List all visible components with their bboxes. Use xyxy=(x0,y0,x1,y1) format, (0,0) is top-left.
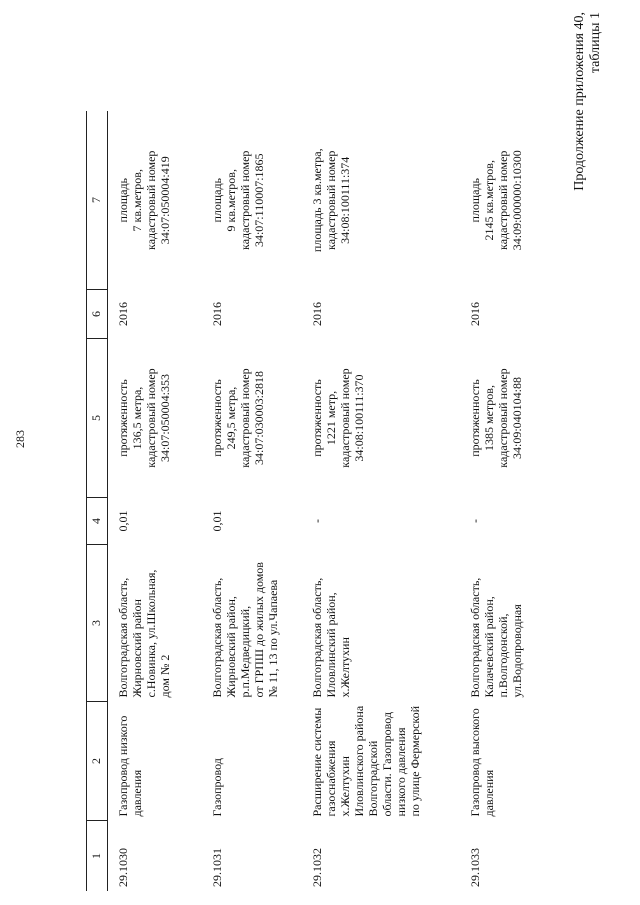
column-4-value-cell: - xyxy=(310,519,324,523)
object-location-cell xyxy=(460,545,540,702)
register-table xyxy=(86,111,540,891)
object-name-line: давления xyxy=(482,769,496,817)
object-characteristics-cell xyxy=(302,339,460,498)
table-header xyxy=(87,111,108,891)
row-number-cell: 29.1030 xyxy=(116,848,130,887)
object-location-cell xyxy=(302,545,460,702)
table-body xyxy=(108,111,541,891)
object-characteristics-line: 136,5 метра, xyxy=(130,386,144,450)
column-header-5: 5 xyxy=(87,339,108,498)
object-name-line: Газопровод xyxy=(210,758,224,817)
object-location-line: Жирновский район, xyxy=(224,596,238,698)
object-characteristics-line: протяженность xyxy=(116,379,130,457)
year-cell: 2016 xyxy=(468,302,482,326)
land-plot-info-line: кадастровый номер xyxy=(238,150,252,250)
object-name-cell xyxy=(108,702,203,821)
object-name-line: Газопровод высокого xyxy=(468,708,482,817)
row-number-cell: 29.1031 xyxy=(210,848,224,887)
land-plot-info-line: 34:07:110007:1865 xyxy=(252,153,266,248)
object-location-line: Волгоградская область, xyxy=(310,577,324,698)
year-cell: 2016 xyxy=(116,302,130,326)
row-number-cell: 29.1032 xyxy=(310,848,324,887)
object-characteristics-line: 1385 метров, xyxy=(482,385,496,451)
continuation-caption xyxy=(572,12,604,191)
continuation-line: таблицы 1 xyxy=(588,12,603,74)
object-characteristics-line: кадастровый номер xyxy=(238,368,252,468)
table-row xyxy=(460,111,540,891)
object-characteristics-line: 34:08:100111:370 xyxy=(352,374,366,462)
object-name-line: Волгоградской xyxy=(366,740,380,817)
object-name-line: по улице Фермерской xyxy=(408,705,422,817)
object-location-line: п.Волгодонской, xyxy=(496,613,510,698)
land-plot-info-line: площадь xyxy=(210,177,224,223)
land-plot-info-line: площадь 3 кв.метра, xyxy=(310,148,324,253)
land-plot-info-line: 34:08:100111:374 xyxy=(338,156,352,244)
column-header-1: 1 xyxy=(87,821,108,892)
table-row xyxy=(302,111,460,891)
land-plot-info-line: 34:07:050004:419 xyxy=(158,156,172,245)
object-location-line: от ГРПШ до жилых домов xyxy=(252,562,266,698)
object-location-line: Волгоградская область, xyxy=(116,577,130,698)
continuation-line: Продолжение приложения 40, xyxy=(572,12,587,191)
land-plot-info-line: кадастровый номер xyxy=(144,150,158,250)
object-name-line: области. Газопровод xyxy=(380,711,394,817)
object-characteristics-line: 34:09:040104:88 xyxy=(510,377,524,460)
object-characteristics-line: кадастровый номер xyxy=(338,368,352,468)
land-plot-info-line: кадастровый номер xyxy=(324,150,338,250)
land-plot-info-cell xyxy=(460,111,540,290)
object-characteristics-cell xyxy=(108,339,203,498)
year-cell: 2016 xyxy=(310,302,324,326)
object-name-line: низкого давления xyxy=(394,727,408,817)
object-characteristics-line: 1221 метр, xyxy=(324,390,338,446)
column-4-value-cell: - xyxy=(468,519,482,523)
object-location-cell xyxy=(202,545,302,702)
object-location-line: Иловлинский район, xyxy=(324,592,338,698)
object-name-line: газоснабжения xyxy=(324,740,338,817)
object-name-line: Расширение системы xyxy=(310,707,324,817)
row-number-cell: 29.1033 xyxy=(468,848,482,887)
column-header-2: 2 xyxy=(87,702,108,821)
column-header-3: 3 xyxy=(87,545,108,702)
object-characteristics-cell xyxy=(202,339,302,498)
object-characteristics-line: кадастровый номер xyxy=(144,368,158,468)
object-name-line: давления xyxy=(130,769,144,817)
object-characteristics-line: протяженность xyxy=(468,379,482,457)
object-location-line: дом № 2 xyxy=(158,654,172,698)
object-characteristics-line: кадастровый номер xyxy=(496,368,510,468)
object-name-cell xyxy=(460,702,540,821)
object-location-line: Жирновский район xyxy=(130,599,144,698)
object-location-line: х.Желтухин xyxy=(338,637,352,698)
year-cell: 2016 xyxy=(210,302,224,326)
object-characteristics-line: 34:07:050004:353 xyxy=(158,374,172,463)
object-location-line: с.Новинка, ул.Школьная, xyxy=(144,569,158,698)
table-row xyxy=(108,111,203,891)
object-location-line: р.п.Медведицкий, xyxy=(238,605,252,698)
land-plot-info-line: 9 кв.метров, xyxy=(224,169,238,232)
land-plot-info-cell xyxy=(108,111,203,290)
object-location-line: Калачевский район, xyxy=(482,596,496,698)
land-plot-info-line: площадь xyxy=(116,177,130,223)
land-plot-info-cell xyxy=(202,111,302,290)
object-characteristics-cell xyxy=(460,339,540,498)
object-name-cell xyxy=(202,702,302,821)
land-plot-info-line: 2145 кв.метров, xyxy=(482,160,496,241)
object-location-line: ул.Водопроводная xyxy=(510,604,524,698)
object-name-cell xyxy=(302,702,460,821)
page-number: 283 xyxy=(13,430,27,448)
land-plot-info-line: кадастровый номер xyxy=(496,150,510,250)
object-name-line: х.Желтухин xyxy=(338,756,352,817)
table-row xyxy=(202,111,302,891)
column-header-6: 6 xyxy=(87,290,108,339)
land-plot-info-line: 34:09:000000:10300 xyxy=(510,150,524,251)
column-header-4: 4 xyxy=(87,498,108,545)
object-characteristics-line: протяженность xyxy=(310,379,324,457)
land-plot-info-line: площадь xyxy=(468,177,482,223)
object-characteristics-line: протяженность xyxy=(210,379,224,457)
column-header-7: 7 xyxy=(87,111,108,290)
column-4-value-cell: 0,01 xyxy=(210,510,224,532)
object-location-cell xyxy=(108,545,203,702)
object-characteristics-line: 34:07:030003:2818 xyxy=(252,371,266,466)
land-plot-info-line: 7 кв.метров, xyxy=(130,169,144,232)
object-location-line: № 11, 13 по ул.Чапаева xyxy=(266,579,280,698)
object-location-line: Волгоградская область, xyxy=(210,577,224,698)
object-name-line: Иловлинского района xyxy=(352,705,366,817)
object-characteristics-line: 249,5 метра, xyxy=(224,386,238,450)
object-name-line: Газопровод низкого xyxy=(116,715,130,817)
land-plot-info-cell xyxy=(302,111,460,290)
object-location-line: Волгоградская область, xyxy=(468,577,482,698)
column-4-value-cell: 0,01 xyxy=(116,510,130,532)
